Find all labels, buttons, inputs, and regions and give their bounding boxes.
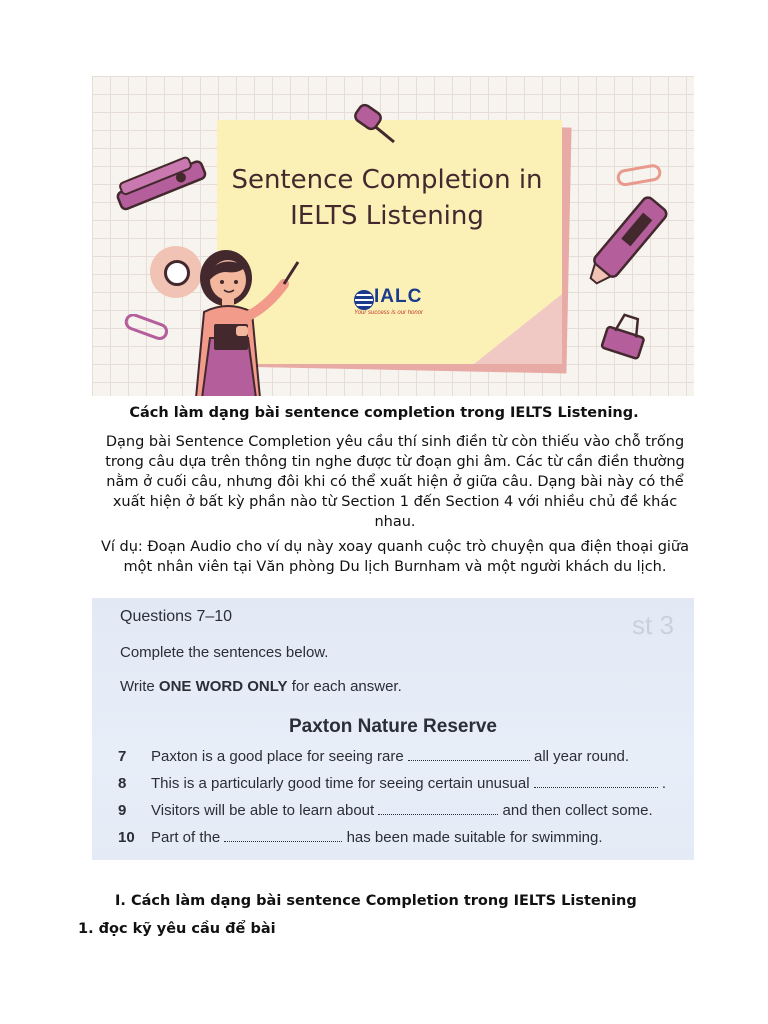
bleed-through-text: st 3 xyxy=(632,610,674,640)
stapler-icon xyxy=(112,154,212,214)
questions-heading: Questions 7–10 xyxy=(120,608,233,625)
questions-image xyxy=(92,598,694,860)
answer-blank xyxy=(408,750,530,761)
answer-blank xyxy=(224,831,342,842)
banner-title-line2: IELTS Listening xyxy=(290,201,484,231)
paperclip-icon-left xyxy=(122,314,172,342)
decor-ring xyxy=(164,260,190,286)
banner-title-line1: Sentence Completion in xyxy=(231,165,543,195)
pushpin-icon xyxy=(350,102,400,148)
intro-paragraph: Dạng bài Sentence Completion yêu cầu thí sinh điền từ còn thiếu vào chỗ trống trong câu dựa trên thông tin nghe được từ đoạn ghi âm. Các từ cần điền thường nằm ở cuối câu, nhưng đôi khi có thể xuất hiện ở giữa câu. Dạng bài này có thể xuất hiện ở bất kỳ phần nào từ Section 1 đến Section 4 với nhiều chủ đề khác nhau. xyxy=(105,434,685,530)
banner-title xyxy=(222,162,552,234)
answer-blank xyxy=(534,777,658,788)
sticky-note-fold xyxy=(474,294,562,364)
section-heading: I. Cách làm dạng bài sentence Completion trong IELTS Listening xyxy=(115,893,637,909)
question-item: 10 Part of the has been made suitable for swimming. xyxy=(118,829,603,846)
binder-clip-icon xyxy=(598,312,652,360)
logo-tagline: Your success is our honor xyxy=(354,310,424,316)
question-item: 7 Paxton is a good place for seeing rare all year round. xyxy=(118,748,630,765)
example-paragraph: Ví dụ: Đoạn Audio cho ví dụ này xoay quanh cuộc trò chuyện qua điện thoại giữa một nhân viên tại Văn phòng Du lịch Burnham và một người khách du lịch. xyxy=(100,539,690,575)
banner-image xyxy=(92,76,694,396)
answer-blank xyxy=(378,804,498,815)
ialc-logo xyxy=(354,286,474,320)
teacher-illustration xyxy=(190,248,310,396)
questions-instruction: Complete the sentences below. xyxy=(120,644,329,661)
paperclip-icon xyxy=(616,164,664,186)
questions-word-limit: Write ONE WORD ONLY for each answer. xyxy=(120,678,402,695)
image-caption: Cách làm dạng bài sentence completion trong IELTS Listening. xyxy=(129,405,639,421)
questions-subtitle: Paxton Nature Reserve xyxy=(288,716,498,737)
logo-globe-icon xyxy=(354,290,374,310)
sub-heading: 1. đọc kỹ yêu cầu để bài xyxy=(78,921,276,937)
question-item: 9 Visitors will be able to learn about and then collect some. xyxy=(118,802,653,819)
question-item: 8 This is a particularly good time for seeing certain unusual . xyxy=(118,775,667,792)
logo-text: IALC xyxy=(374,286,423,307)
highlighter-icon xyxy=(578,188,678,298)
